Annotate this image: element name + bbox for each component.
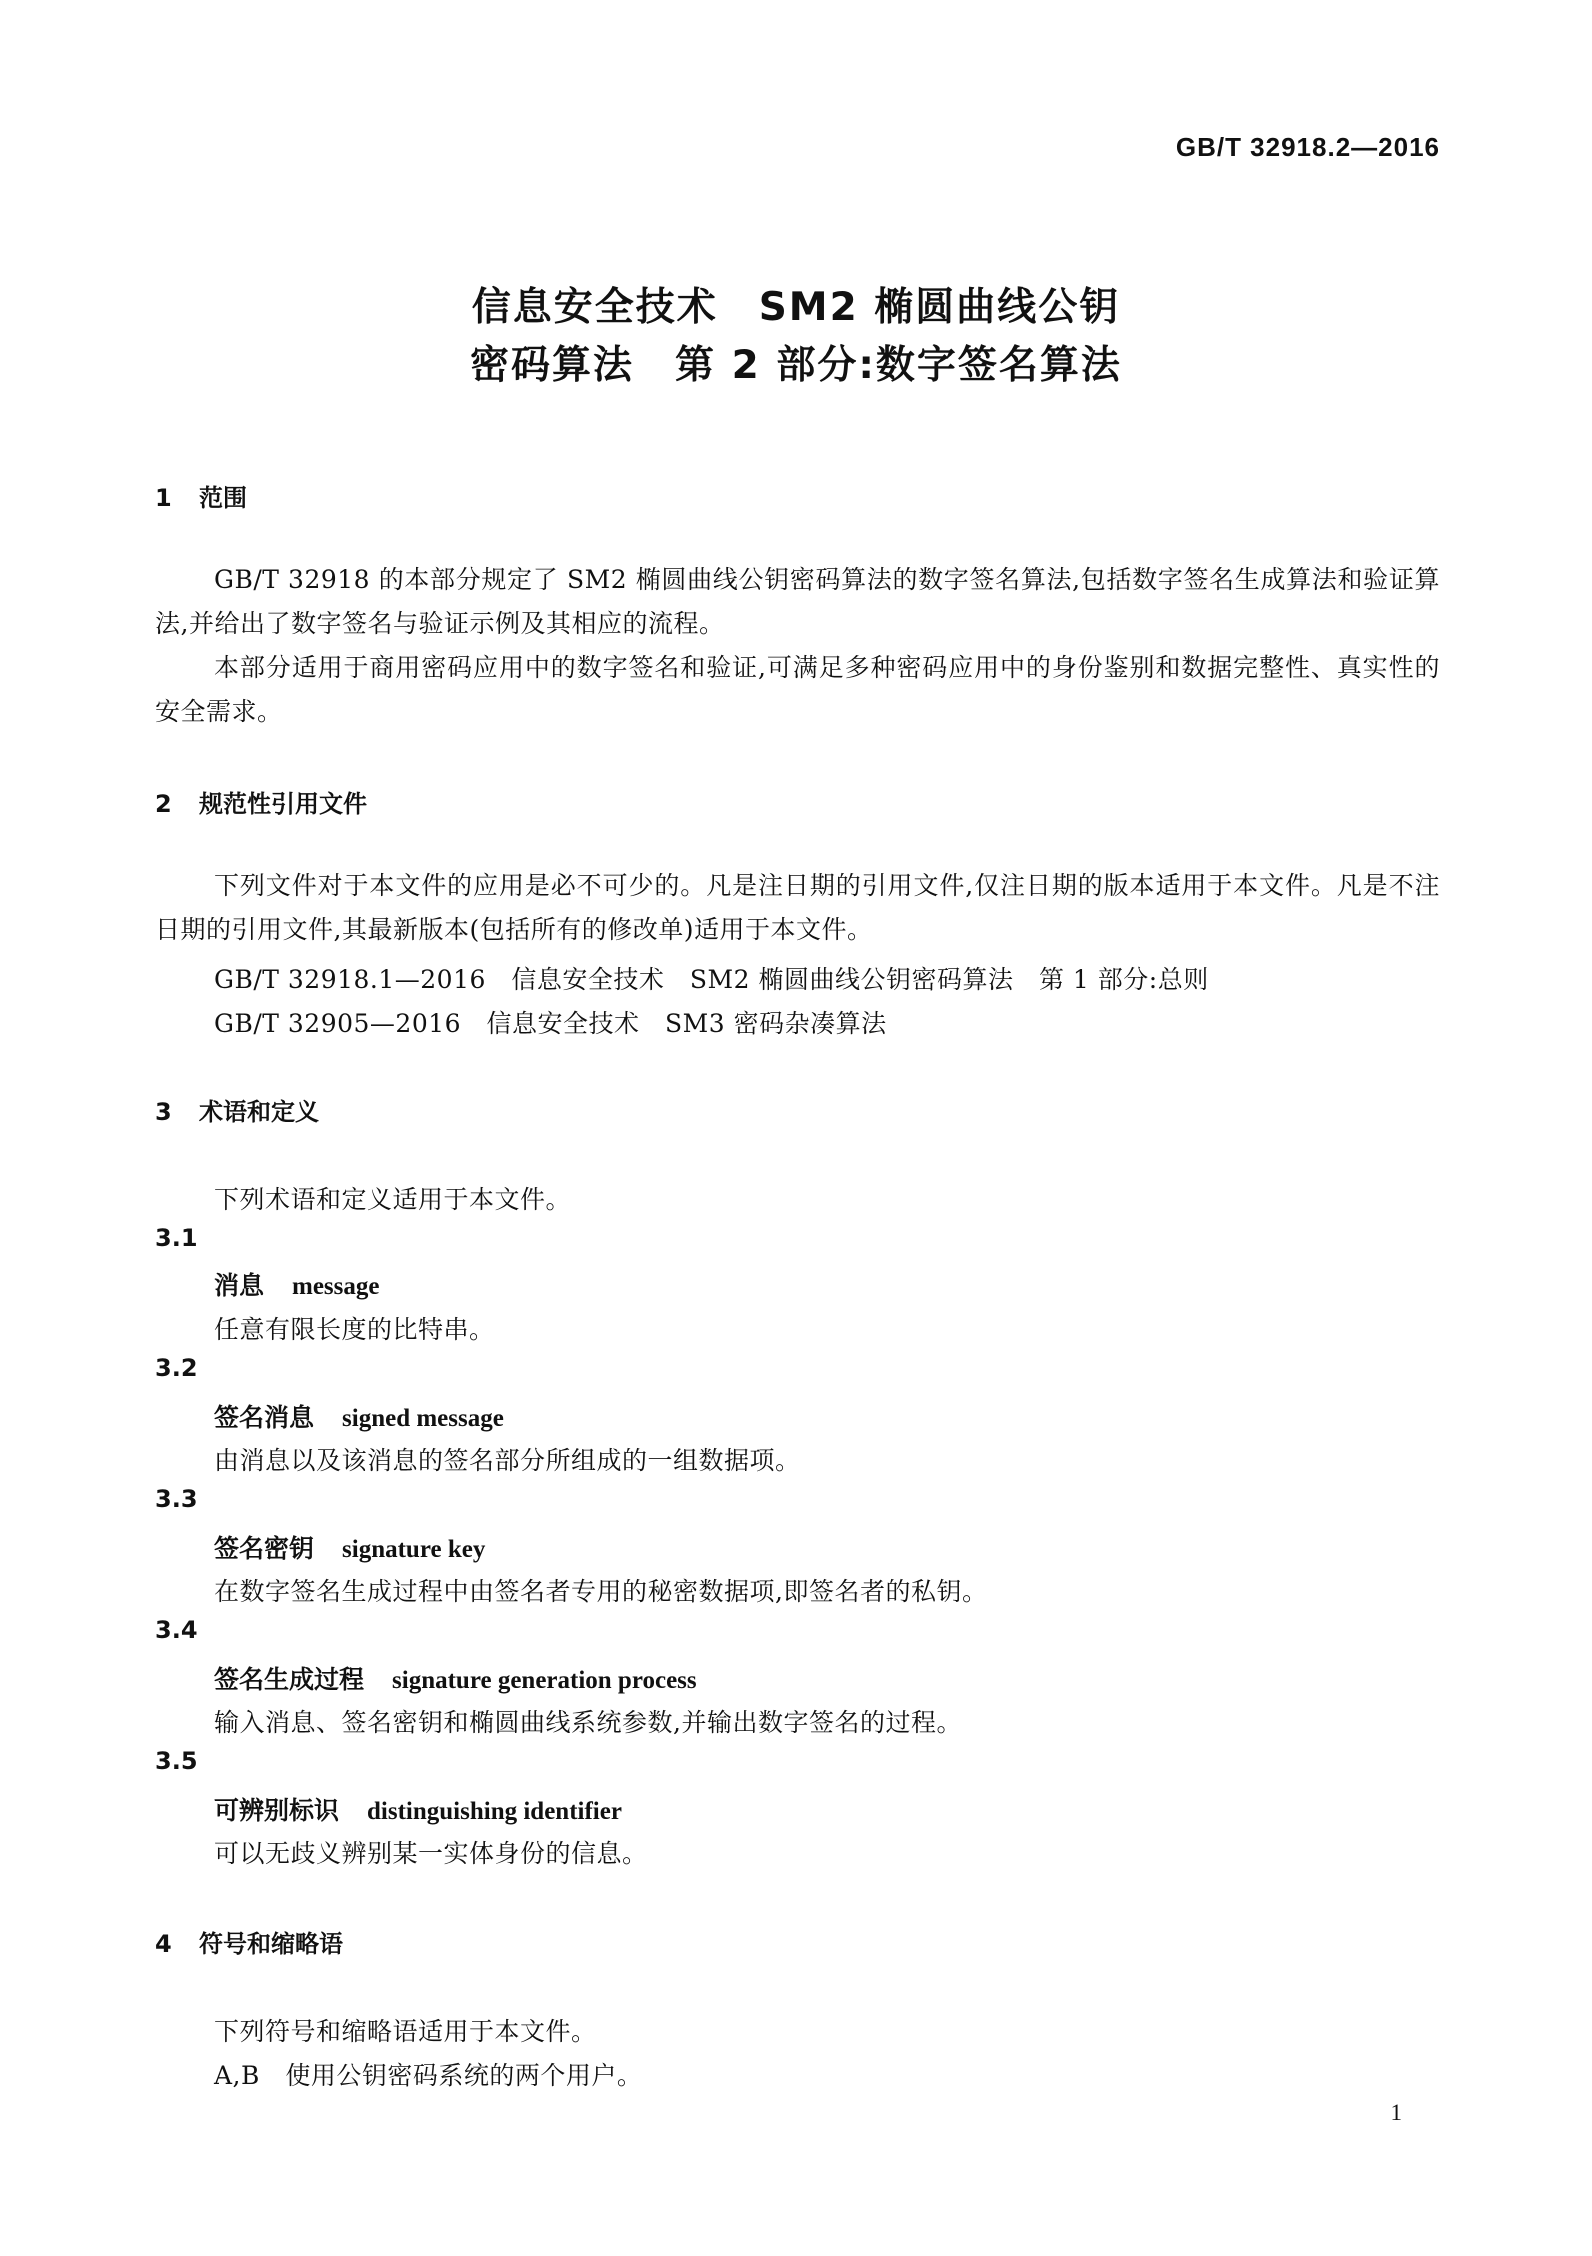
term-chinese: 消息 [214, 1271, 265, 1300]
term-chinese: 可辨别标识 [214, 1796, 340, 1825]
term-definition: 可以无歧义辨别某一实体身份的信息。 [214, 1839, 648, 1868]
normative-reference-2: GB/T 32905—2016 信息安全技术 SM3 密码杂凑算法 [214, 1009, 887, 1038]
clause-number: 3.1 [155, 1224, 198, 1252]
clause-number: 3.3 [155, 1485, 198, 1513]
term-entry [214, 1529, 485, 1565]
term-entry [214, 1266, 380, 1302]
section-number: 4 [155, 1930, 172, 1958]
clause-number: 3.2 [155, 1354, 198, 1382]
term-chinese: 签名生成过程 [214, 1665, 365, 1694]
term-definition: 任意有限长度的比特串。 [214, 1315, 495, 1344]
standard-code: GB/T 32918.2—2016 [1175, 132, 1440, 162]
term-definition: 由消息以及该消息的签名部分所组成的一组数据项。 [214, 1446, 801, 1475]
term-chinese: 签名消息 [214, 1403, 315, 1432]
section-1-paragraph-2: 本部分适用于商用密码应用中的数字签名和验证,可满足多种密码应用中的身份鉴别和数据完整性、真实性的安全需求。 [155, 653, 1440, 726]
section-2-paragraph-1: 下列文件对于本文件的应用是必不可少的。凡是注日期的引用文件,仅注日期的版本适用于本文件。凡是不注日期的引用文件,其最新版本(包括所有的修改单)适用于本文件。 [155, 871, 1440, 944]
section-4-intro: 下列符号和缩略语适用于本文件。 [214, 2017, 597, 2046]
section-4-heading [155, 1924, 343, 1959]
section-title: 符号和缩略语 [199, 1930, 343, 1958]
term-chinese: 签名密钥 [214, 1534, 315, 1563]
term-english: signature key [342, 1536, 486, 1563]
term-english: signed message [342, 1405, 504, 1432]
term-english: distinguishing identifier [367, 1798, 622, 1825]
section-1-paragraph-1: GB/T 32918 的本部分规定了 SM2 椭圆曲线公钥密码算法的数字签名算法,包括数字签名生成算法和验证算法,并给出了数字签名与验证示例及其相应的流程。 [155, 565, 1440, 638]
section-number: 2 [155, 790, 172, 818]
term-english: message [292, 1273, 380, 1300]
clause-number: 3.5 [155, 1747, 198, 1775]
section-3-intro: 下列术语和定义适用于本文件。 [214, 1185, 572, 1214]
section-title: 术语和定义 [199, 1098, 319, 1126]
term-english: signature generation process [392, 1667, 697, 1694]
section-3-heading [155, 1092, 319, 1127]
term-entry [214, 1398, 504, 1434]
page-number: 1 [1390, 2100, 1402, 2125]
section-2-heading [155, 784, 367, 819]
normative-reference-1: GB/T 32918.1—2016 信息安全技术 SM2 椭圆曲线公钥密码算法 第 1 部分:总则 [214, 965, 1209, 994]
section-1-heading [155, 478, 247, 513]
term-entry [214, 1660, 697, 1696]
term-definition: 输入消息、签名密钥和椭圆曲线系统参数,并输出数字签名的过程。 [214, 1708, 962, 1737]
document-title-line-2: 密码算法 第 2 部分:数字签名算法 [470, 343, 1122, 388]
section-number: 1 [155, 484, 172, 512]
term-entry [214, 1791, 622, 1827]
term-definition: 在数字签名生成过程中由签名者专用的秘密数据项,即签名者的私钥。 [214, 1577, 988, 1606]
section-title: 规范性引用文件 [199, 790, 367, 818]
clause-number: 3.4 [155, 1616, 198, 1644]
section-number: 3 [155, 1098, 172, 1126]
symbol-definition: A,B 使用公钥密码系统的两个用户。 [214, 2061, 643, 2090]
section-title: 范围 [199, 484, 247, 512]
document-title-line-1: 信息安全技术 SM2 椭圆曲线公钥 [471, 285, 1121, 330]
